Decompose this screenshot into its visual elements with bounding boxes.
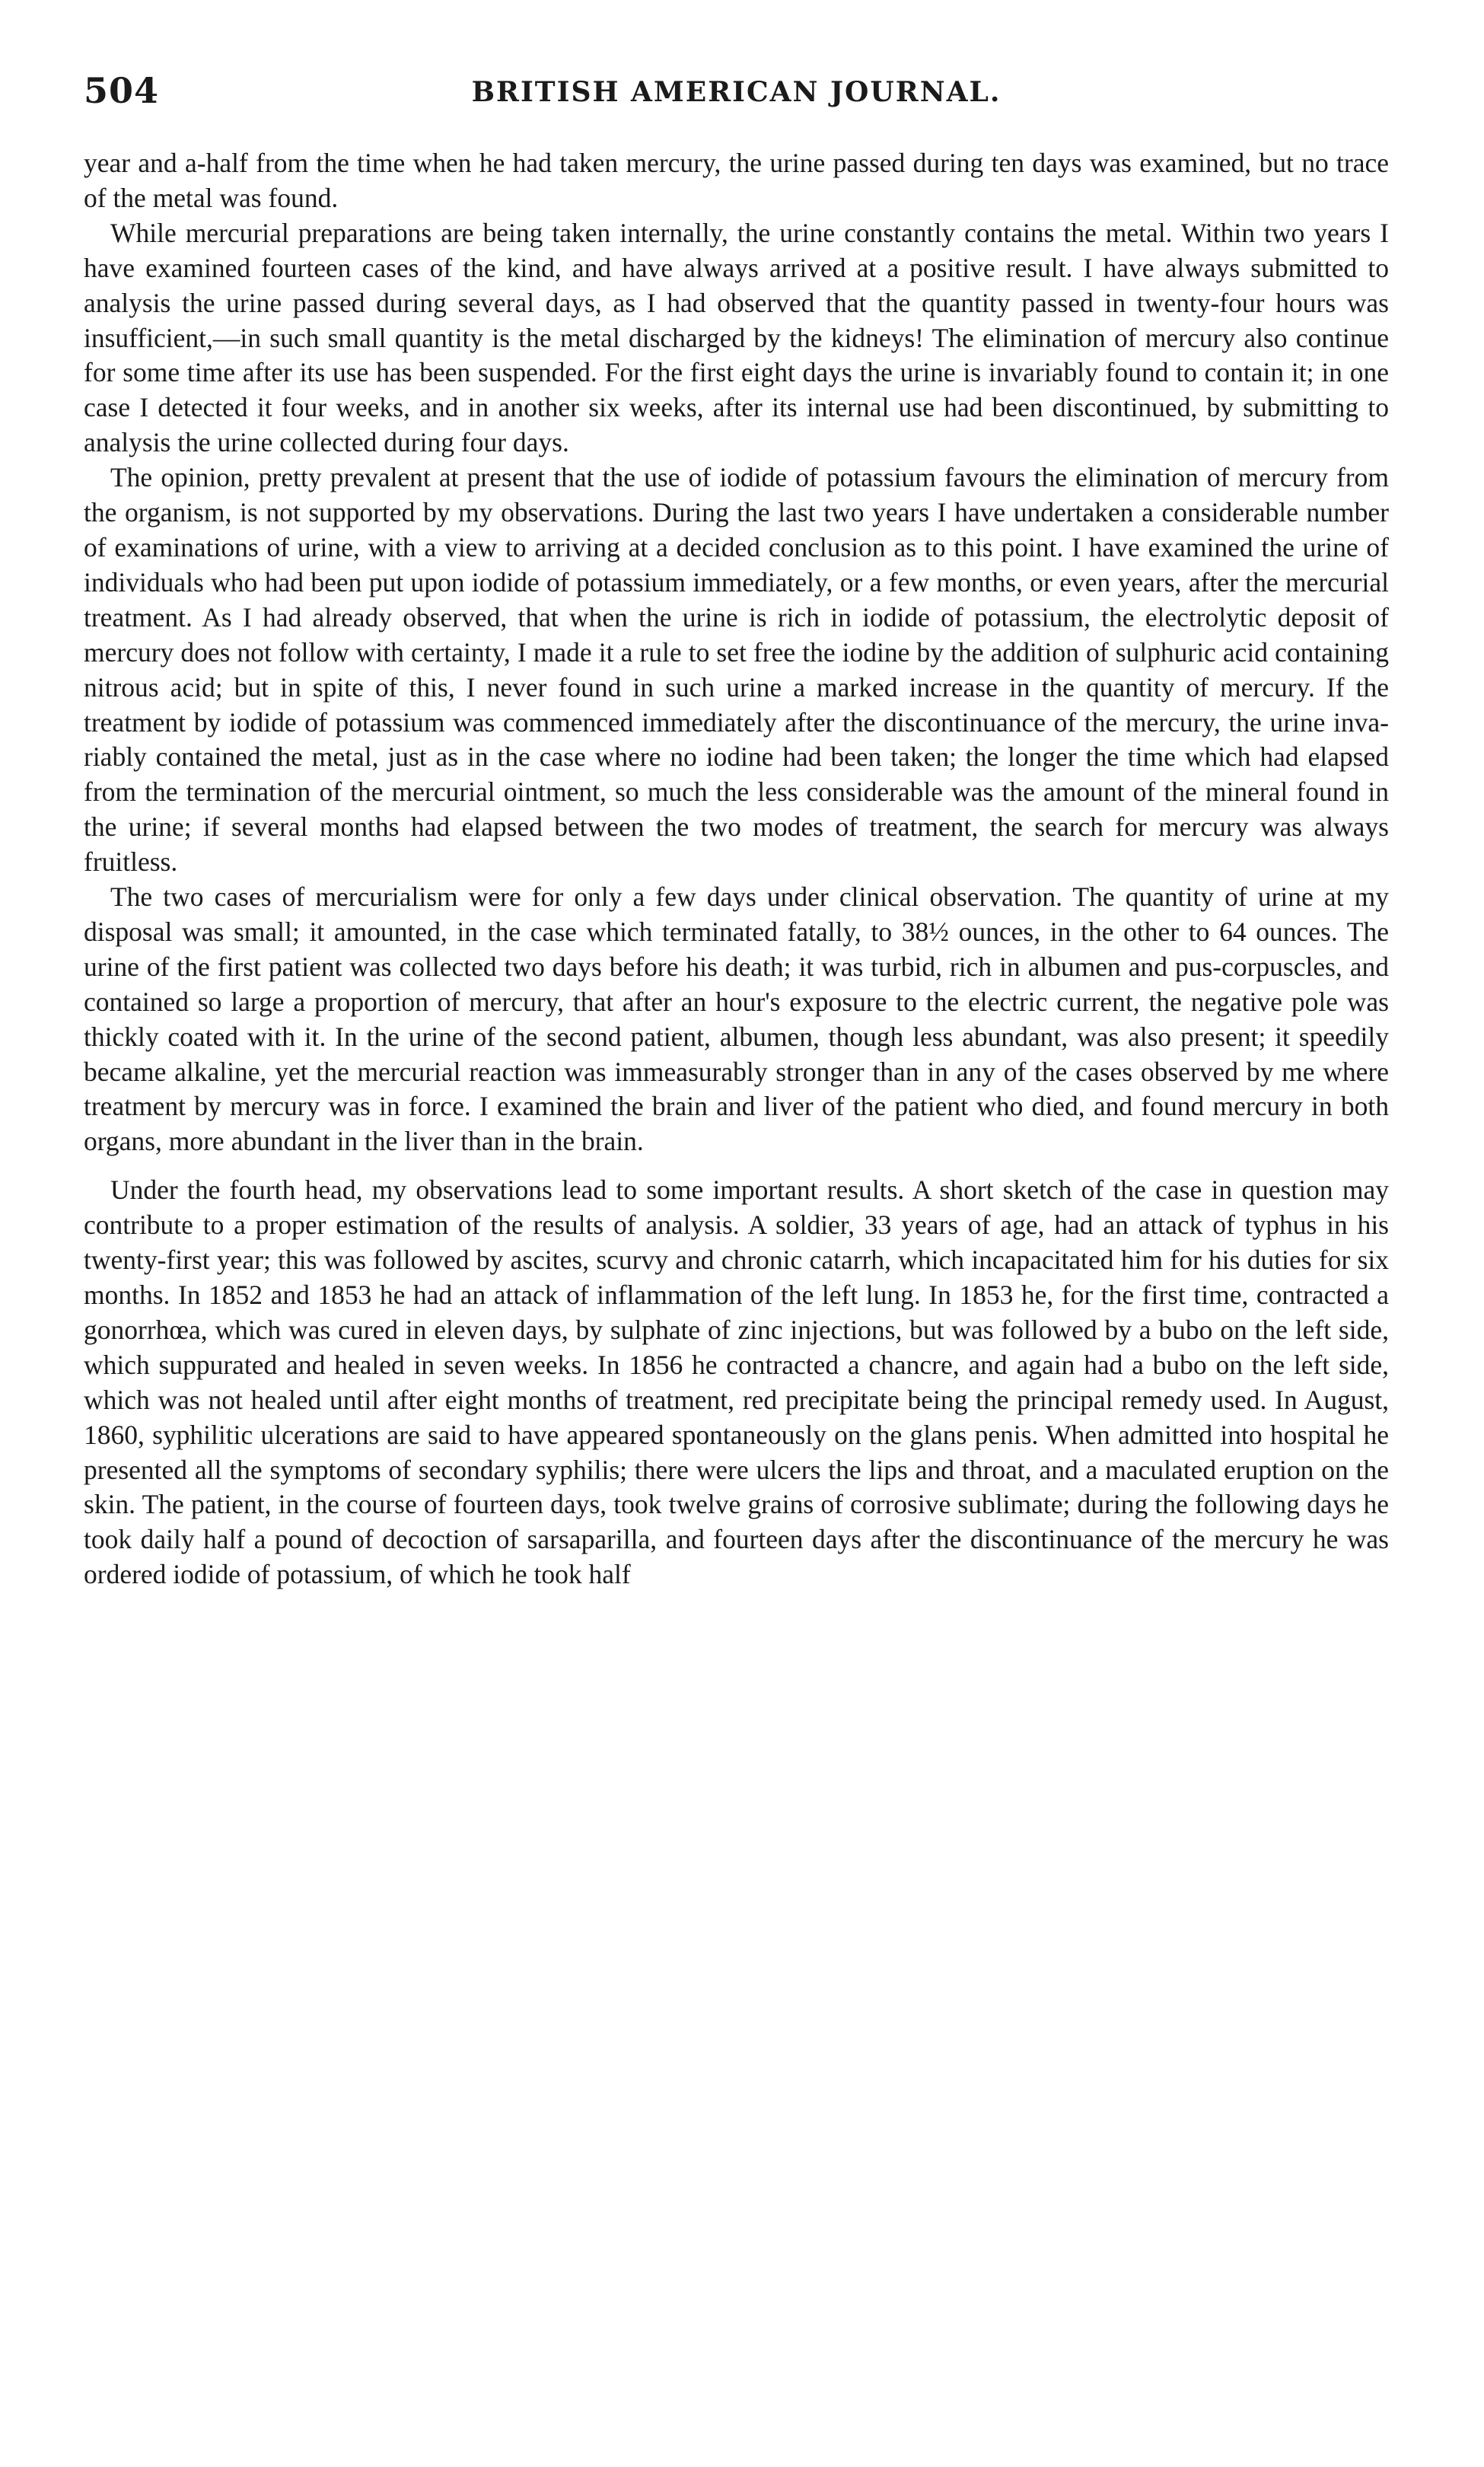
paragraph: The two cases of mercurialism were for only a few days under clinical observation. The quantity of urine at my disposal was small; it amounted, in the case which terminated fatally, to 38½ ounces, in the other to 64 ounces. The urine of the first patient was collected two days before his death; it was turbid, rich in albumen and pus-corpuscles, and contained so large a proportion of mercury, that after an hour's exposure to the electric current, the negative pole was thickly coated with it. In the urine of the second patient, albumen, though less abundant, was also present; it speedily became alkaline, yet the mercurial reaction was immeasurably stronger than in any of the cases observed by me where treatment by mercury was in force. I examined the brain and liver of the patient who died, and found mercury in both organs, more abundant in the liver than in the brain. [84,881,1389,1157]
paragraph: Under the fourth head, my observations lead to some important results. A short sketch of the case in question may contribute to a proper estimation of the results of analysis. A soldier, 33 years of age, had an attack of typhus in his twenty-first year; this was followed by ascites, scurvy and chronic catarrh, which incapacitated him for his duties for six months. In 1852 and 1853 he had an attack of inflammation of the left lung. In 1853 he, for the first time, contracted a gonorrhœa, which was cured in eleven days, by sulphate of zinc injections, but was followed by a bubo on the left side, which suppurated and healed in seven weeks. In 1856 he contracted a chancre, and again had a bubo on the left side, which was not healed until after eight months of treatment, red precipitate being the principal remedy used. In August, 1860, syphilitic ulcerations are said to have appeared spontaneously on the glans penis. When admitted into hospital he presented all the symptoms of secondary syphilis; there were ulcers the lips and throat, and a maculated eruption on the skin. The patient, in the course of fourteen days, took twelve grains of corrosive sublimate; during the following days he took daily half a pound of decoction of sarsaparilla, and fourteen days after the discontinuance of the mercury he was ordered iodide of potassium, of which he took half [84,1175,1389,1590]
page-number: 504 [84,70,160,111]
paragraph: year and a-half from the time when he had taken mercury, the urine passed during ten days was examined, but no trace of the metal was found. [84,148,1389,213]
running-title: BRITISH AMERICAN JOURNAL. [471,76,1002,108]
article-body [84,146,1389,1592]
paragraph: The opinion, pretty prevalent at present that the use of iodide of potassium favours the elimination of mercury from the organism, is not supported by my observations. During the last two years I have undertaken a considerable number of examinations of urine, with a view to arriving at a decided conclusion as to this point. I have examined the urine of individuals who had been put upon iodide of potassium immediately, or a few months, or even years, after the mercurial treatment. As I had already observed, that when the urine is rich in iodide of potassium, the electrolytic deposit of mercury does not follow with certainty, I made it a rule to set free the iodine by the addition of sulphuric acid containing nitrous acid; but in spite of this, I never found in such urine a marked increase in the quantity of mercury. If the treatment by iodide of potassium was commenced immediately after the discontinuance of the mercury, the urine invariably contained the metal, just as in the case where no iodine had been taken; the longer the time which had elapsed from the termination of the mercurial ointment, so much the less considerable was the amount of the mineral found in the urine; if several months had elapsed between the two modes of treatment, the search for mercury was always fruitless. [84,462,1389,878]
paragraph: While mercurial preparations are being taken internally, the urine constantly contains the metal. Within two years I have examined fourteen cases of the kind, and have always arrived at a positive result. I have always submitted to analysis the urine passed during several days, as I had observed that the quantity passed in twenty-four hours was insufficient,—in such small quantity is the metal discharged by the kidneys! The elimination of mercury also continue for some time after its use has been suspended. For the first eight days the urine is invariably found to contain it; in one case I detected it four weeks, and in another six weeks, after its internal use had been discontinued, by submitting to analysis the urine collected during four days. [84,217,1389,458]
journal-page [84,70,1389,1592]
page-header [84,70,1389,117]
